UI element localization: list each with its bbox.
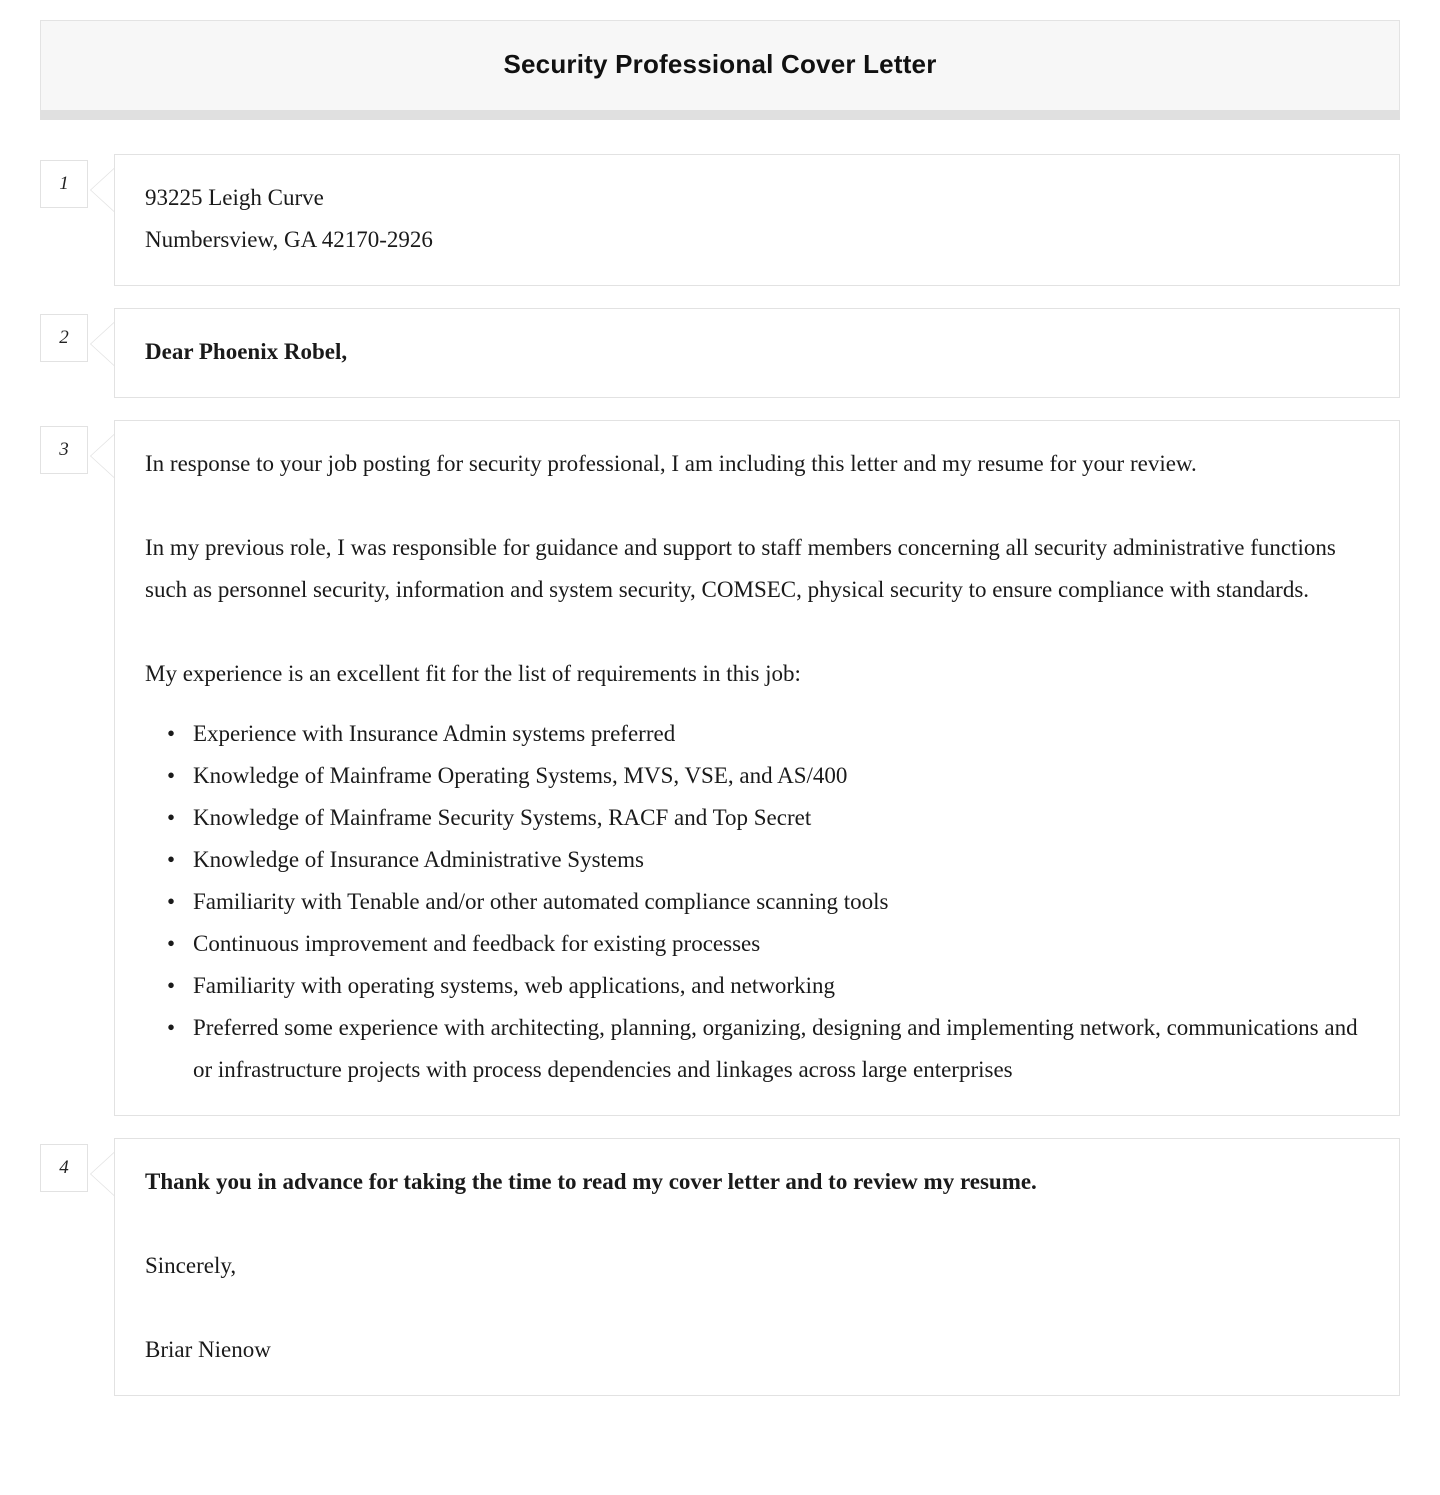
callout-pointer-icon [88,308,114,398]
requirements-list [145,713,1373,1091]
block-number-badge[interactable]: 3 [40,426,88,474]
salutation-text: Dear Phoenix Robel, [145,339,348,365]
address-line-1: 93225 Leigh Curve [145,185,324,211]
callout-pointer-icon [88,1138,114,1396]
signature-name: Briar Nienow [145,1337,271,1363]
block-number-badge[interactable]: 4 [40,1144,88,1192]
salutation-block-body[interactable] [114,308,1400,398]
list-item: • Experience with Insurance Admin systems preferred [193,713,1373,755]
letter-block-body [40,420,1400,1116]
body-paragraph-3: My experience is an excellent fit for the list of requirements in this job: [145,661,801,687]
block-number-badge[interactable]: 1 [40,160,88,208]
document-header [40,20,1400,110]
list-item: • Knowledge of Mainframe Operating Systems, MVS, VSE, and AS/400 [193,755,1373,797]
list-item: • Knowledge of Insurance Administrative Systems [193,839,1373,881]
closing-signoff-text: Sincerely, [145,1253,237,1279]
list-item: • Continuous improvement and feedback for existing processes [193,923,1373,965]
address-line-2: Numbersview, GA 42170-2926 [145,227,433,253]
body-block-body[interactable] [114,420,1400,1116]
list-item: • Familiarity with operating systems, web applications, and networking [193,965,1373,1007]
closing-thanks-text: Thank you in advance for taking the time to read my cover letter and to review my resume. [145,1169,1037,1195]
letter-block-closing [40,1138,1400,1396]
block-number-badge[interactable]: 2 [40,314,88,362]
body-paragraph-2: In my previous role, I was responsible for guidance and support to staff members concerning all security administrative functions such as personnel security, information and system security, COMSEC, physical security to ensure compliance with standards. [145,535,1336,603]
letter-block-address [40,154,1400,286]
list-item: • Familiarity with Tenable and/or other automated compliance scanning tools [193,881,1373,923]
letter-block-salutation [40,308,1400,398]
list-item: • Preferred some experience with architecting, planning, organizing, designing and implementing network, communications and or infrastructure projects with process dependencies and linkages across large enterprises [193,1007,1373,1091]
body-paragraph-1: In response to your job posting for security professional, I am including this letter and my resume for your review. [145,451,1197,477]
page-title: Security Professional Cover Letter [503,49,937,79]
address-block-body[interactable] [114,154,1400,286]
list-item: • Knowledge of Mainframe Security Systems, RACF and Top Secret [193,797,1373,839]
callout-pointer-icon [88,154,114,286]
callout-pointer-icon [88,420,114,1116]
closing-block-body[interactable] [114,1138,1400,1396]
header-divider [40,110,1400,120]
